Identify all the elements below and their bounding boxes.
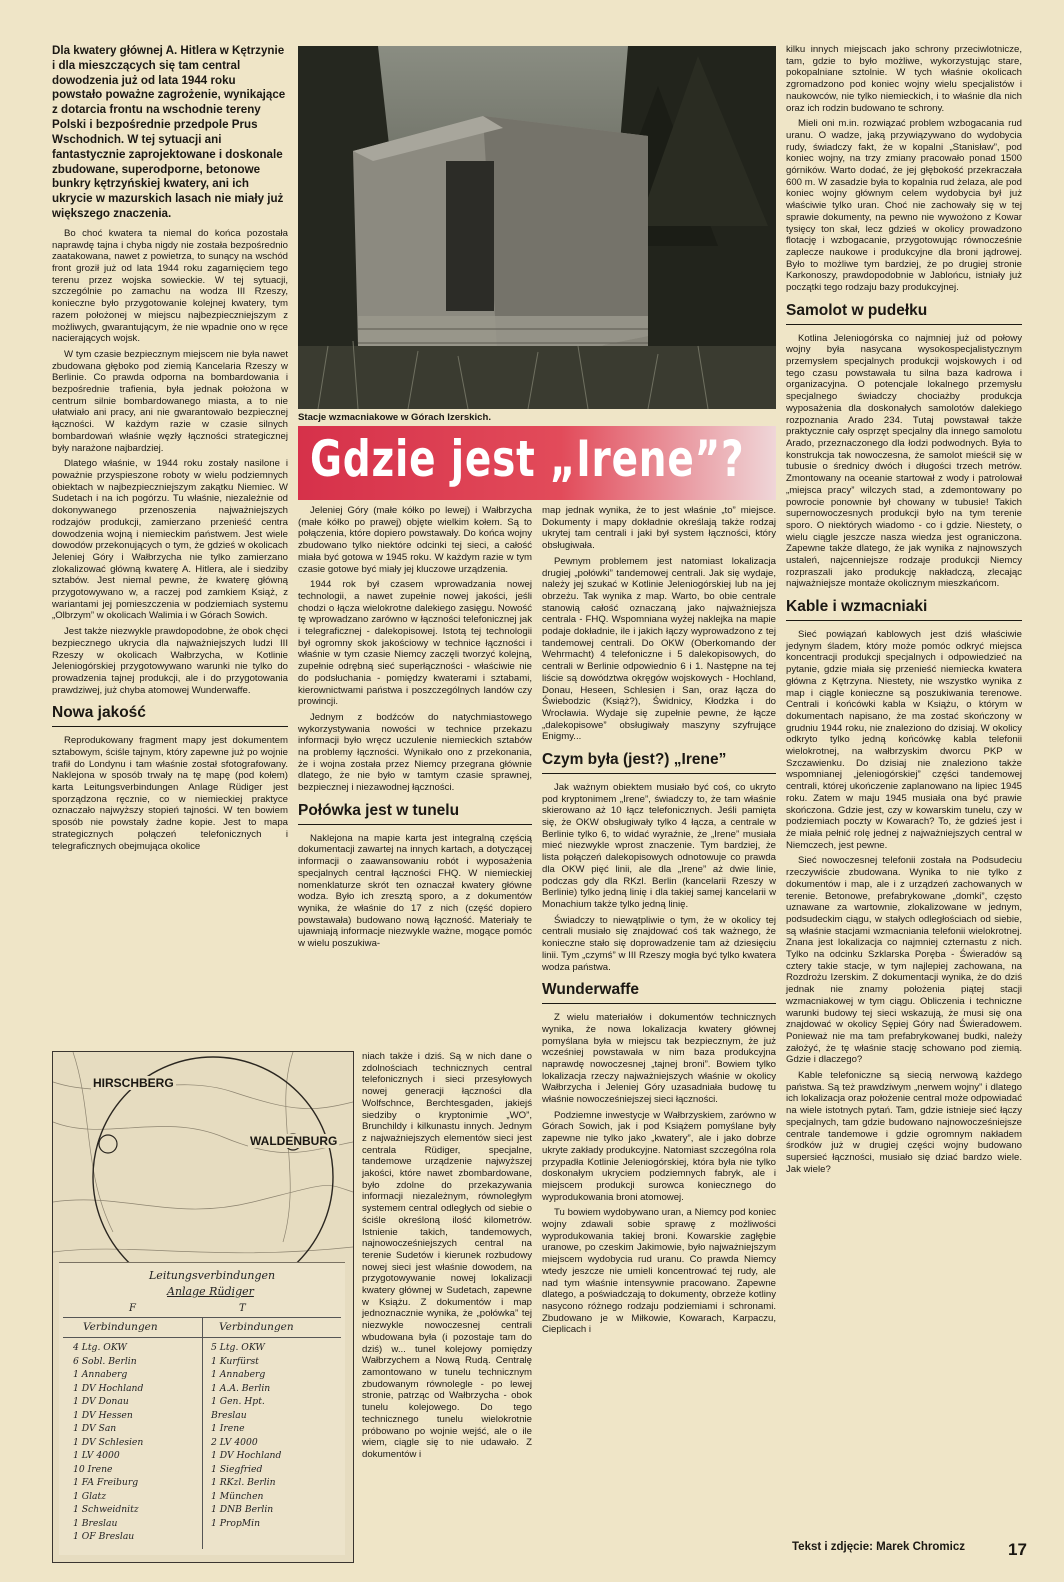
card-row: Breslau	[211, 1409, 247, 1421]
card-row: 1 FA Freiburg	[73, 1477, 139, 1488]
paragraph: map jednak wynika, że to jest właśnie „to” miejsce. Dokumenty i mapy dokładnie określają także rodzaj ukrytej tam centrali i jaki był system łączności, który obsługiwała.	[542, 505, 776, 552]
paragraph: Naklejona na mapie karta jest integralną częścią dokumentacji zawartej na innych kartach, a dotyczącej informacji o zaawansowaniu robót i wyposażenia specjalnych central łączności FHQ. W niemieckiej nomenklaturze skrót ten oznaczał kwatery główne wodza. Było ich zresztą sporo, a z dokumentów wynika, że właśnie do 17 z nich (część dopiero powstawała) budowano nową łączność. Materiały te ujawniają informacje niezwykle ważne, mogące pomóc w wielu poszukiwa-	[298, 832, 532, 950]
card-row: 1 DV Hessen	[73, 1409, 133, 1421]
map-figure	[52, 1051, 354, 1563]
card-subtitle: Anlage Rüdiger	[167, 1285, 254, 1298]
paragraph: Sieć powiązań kablowych jest dziś właściwie jedynym śladem, który może pomóc odkryć miejsca koncentracji produkcji specjalnych i odpowiedzieć na pytanie, gdzie miała się przenieść niemiecka kwatera główna z Kętrzyna. Niestety, nie wszystko wynika z map i ciągle konieczne są poszukiwania terenowe. Centrali i końcówki kabla w Książu, o którym w dokumentach napisano, że ma zostać skończony w grudniu 1944 roku, nie znaleziono do dzisiaj. W okolicy odkryto tylko jedną końcówkę kabla telefonii wielokrotnej, na wałbrzyskim dworcu PKP w Szczawienku. Do dzisiaj nie znaleziono także wspomnianej „jeleniogórskiej” części tandemowej centrali, której ukończenie zaplanowano na lipiec 1945 roku. Zatem w maju 1945 musiała ona być prawie skończona. Gdzie jest, czy w kowarskim tunelu, czy w podziemiach poczty w Kowarach? To, że gdzieś jest i że miała pełnić rolę jednej z najważniejszych central w Niemczech, jest pewne.	[786, 629, 1022, 851]
article-lead: Dla kwatery głównej A. Hitlera w Kętrzynie i dla mieszczących się tam central dowodzenia już od lata 1944 roku powstało poważne zagrożenie, wynikające z dotarcia frontu na wschodnie tereny Polski i bezpośrednie przedpole Prus Wschodnich. W tej sytuacji ani fantastycznie zaprojektowane i doskonale zbudowane, superodporne, betonowe bunkry kętrzyńskiej kwatery, ani ich ukrycie w mazurskich lasach nie miały już większego znaczenia.	[52, 44, 286, 221]
paragraph: niach także i dziś. Są w nich dane o zdolnościach technicznych central telefonicznych i sieci przesyłowych nowej generacji łączności dla Wolfschnce, Berchtesgaden, jakiejś siedziby o kryptonimie „WO”, Brunchildy i kilkunastu innych. Jednym z najważniejszych elementów sieci jest centrala Rüdiger, specjalne, tandemowe urządzenie najwyższej jakości, które nawet zbombardowane, było zdolne do przekazywania informacji niezależnym, równoległym systemem central odległych od siebie o ściśle określoną ilość kilometrów. Istnienie takich, tandemowych, najnowocześniejszych central na terenie Sudetów i kierunek rozbudowy nowej sieci jest właśnie dowodem, na przygotowywanie nowej lokalizacji kwatery głównej w Sudetach, zapewne w Książu. Z dokumentów i map jednoznacznie wynika, że „połówka” tej niezwykle nowoczesnej centrali wbudowana była (i pozostaje tam do dziś) w... tunel kolejowy pomiędzy Wałbrzychem a Nową Rudą. Centralę zamontowano w tunelu technicznym zbudowanym równolegle - po lewej stronie, patrząc od Wałbrzycha - obok tunelu kolejowego. Do tego technicznego tunelu wielokrotnie próbowano po wojnie wejść, ale o ile wiem, ciągle się to nie udawało. Z dokumentów i	[362, 1051, 532, 1460]
card-row: 1 Glatz	[73, 1490, 107, 1502]
paragraph: Tu bowiem wydobywano uran, a Niemcy pod koniec wojny zdawali sobie sprawę z możliwości wyprodukowania takiej broni. Kowarskie zagłębie uranowe, po czeskim Jakimowie, było najważniejszym miejscem wydobycia rud uranu. Co prawda Niemcy wtedy jeszcze nie umieli koncentrować tej rudy, ale nad tym właśnie intensywnie pracowano. Zapewne dlatego, a poświadczają to dokumenty, obrzeże kotliny nasycono różnego rodzaju podziemiami i schronami. Zbudowano je w Miłkowie, Kowarach, Karpaczu, Cieplicach i	[542, 1207, 776, 1336]
headline: Gdzie jest „Irene”?	[310, 430, 745, 488]
card-row: 5 Ltg. OKW	[211, 1342, 265, 1353]
column-1	[52, 44, 288, 856]
photo-caption: Stacje wzmacniakowe w Górach Izerskich.	[298, 412, 492, 423]
section-heading: Kable i wzmacniaki	[786, 598, 1022, 621]
card-row: 1 LV 4000	[73, 1450, 120, 1461]
card-left-list	[73, 1341, 198, 1544]
section-heading: Nowa jakość	[52, 704, 288, 727]
card-row: 1 Kurfürst	[211, 1355, 259, 1367]
map-card	[59, 1262, 345, 1555]
card-left-head: Verbindungen	[83, 1321, 158, 1333]
card-row: 1 Gen. Hpt.	[211, 1396, 265, 1407]
paragraph: Reprodukowany fragment mapy jest dokumentem sztabowym, ściśle tajnym, który zapewne już po wojnie trafił do Londynu i tam właśnie został sfotografowany. Naklejona w sposób trwały na tę mapę (pod kołem) karta Leitungsverbindungen Anlage Rüdiger jest sporządzona ręcznie, co w niemieckiej praktyce oznaczało najwyższy stopień tajności. W ten bowiem sposób nie powstały żadne kopie. Jest to mapa strategicznych połączeń telefonicznych i telegraficznych obejmująca okolice	[52, 735, 288, 852]
paragraph: Dlatego właśnie, w 1944 roku zostały nasilone i poważnie przyspieszone roboty w wielu podziemnych obiektach w najbezpieczniejszym zakątku Niemiec. W Sudetach i na ich pogórzu. Tu właśnie, niezależnie od dokonywanego przenoszenia najważniejszych rodzajów produkcji, zamierzano przenieść centra dowodzenia wojną i niemieckim państwem. Jest wiele dowodów przekonujących o tym, że gdzieś w okolicach Jeleniej Góry i Wałbrzycha nie tylko zamierzano zlokalizować główną kwaterę A. Hitlera, ale i siedziby sztabów. Jest niemal pewne, że kwaterę główną przygotowywano w, a raczej pod zamkiem Książ, z wariantami jej pomieszczenia w podziemiach systemu „Olbrzym” w okolicach Walimia i w Górach Sowich.	[52, 458, 288, 622]
card-col-f: F	[129, 1303, 136, 1314]
card-col-t: T	[239, 1303, 246, 1314]
author-credit: Tekst i zdjęcie: Marek Chromicz	[792, 1541, 965, 1553]
column-2	[298, 505, 532, 954]
section-heading: Połówka jest w tunelu	[298, 802, 532, 825]
card-row: 1 Annaberg	[73, 1369, 128, 1380]
paragraph: Sieć nowoczesnej telefonii została na Podsudeciu rzeczywiście zbudowana. Wynika to nie tylko z dokumentów i map, ale i z urządzeń zachowanych w terenie. Betonowe, prefabrykowane „domki”, często uznawane za wartownie, zlokalizowane w jednym, podsudeckim ciągu, w stałych odległościach od siebie, są właśnie stacjami wzmacniania telefonii wielokrotnej. Znana jest lokalizacja co najmniej czternastu z nich. Tylko na odcinku Szklarska Poręba - Świeradów są cztery takie stacje, w tym najlepiej zachowana, na Rozdrożu Izerskim. Z dokumentacji wynika, że do dziś jednak nie znamy położenia piątej stacji wzmacniakowej w tym ciągu. Obliczenia i techniczne warunki budowy tej sieci wskazują, że musi się ona znajdować w okolicy Sępiej Góry nad Świeradowem. Ponieważ nie ma tam prefabrykowanej budki, należy założyć, że tę właśnie stację schowano pod ziemią. Gdzie i dlaczego?	[786, 855, 1022, 1066]
column-4	[786, 44, 1022, 1179]
paragraph: W tym czasie bezpiecznym miejscem nie była nawet zbudowana głęboko pod ziemią Kancelaria Rzeszy w Berlinie. Co prawda odporna na bombardowania i bezpośrednie trafienia, była jednak położona w centrum silnie bombardowanego miasta, a to nie ułatwiało ani pracy, ani nie gwarantowało bezpiecznej łączności. W każdym razie w czasie silnych bombardowań właśnie węzły łączności strategicznej były narażone najbardziej.	[52, 348, 288, 454]
paragraph: Świadczy to niewątpliwie o tym, że w okolicy tej centrali musiało się znajdować coś tak ważnego, że konieczne stało się doprowadzenie tam aż dziesięciu linii. Tym „czymś” w III Rzeszy mogła być tylko kwatera wodza państwa.	[542, 914, 776, 973]
card-row: 1 OF Breslau	[73, 1531, 135, 1542]
section-heading: Samolot w pudełku	[786, 302, 1022, 325]
card-rule	[63, 1337, 341, 1338]
card-row: 1 DV Hochland	[73, 1382, 144, 1394]
column-2-lower	[362, 1051, 532, 1465]
card-title: Leitungsverbindungen	[149, 1269, 276, 1282]
card-row: 2 LV 4000	[211, 1436, 258, 1448]
card-row: 1 PropMin	[211, 1517, 261, 1529]
card-row: 1 RKzl. Berlin	[211, 1477, 276, 1488]
paragraph: Podziemne inwestycje w Wałbrzyskiem, zarówno w Górach Sowich, jak i pod Książem pomyślane były zapewne nie tylko jako „kwatery”, ale i jako dobrze ukryte zakłady produkcyjne. Natomiast szczególna rola przypadła Kotlinie Jeleniogórskiej, która była nie tylko doskonałym ukryciem podziemnych fabryk, ale i miejscem produkcji surowca koniecznego do wyprodukowania broni atomowej.	[542, 1109, 776, 1203]
paragraph: Bo choć kwatera ta niemal do końca pozostała naprawdę tajna i chyba nigdy nie została bezpośrednio zaatakowana, nawet z powietrza, to sunący na wschód front groził już od lata 1944 roku zagarnięciem tego terenu przez wojska sowieckie. W tej sytuacji, szczególnie po zamachu na wodza III Rzeszy, konieczne było przygotowanie kolejnej kwatery, tym razem położonej w miejscu najbezpieczniejszym z możliwych, gwarantującym, że nie wpadnie ono w ręce nacierających wojsk.	[52, 227, 288, 345]
card-row: 1 Breslau	[73, 1517, 118, 1529]
page-number: 17	[1008, 1540, 1027, 1559]
card-row: 6 Sobl. Berlin	[73, 1355, 137, 1367]
map-label-waldenburg: WALDENBURG	[250, 1134, 338, 1148]
section-heading: Czym była (jest?) „Irene”	[542, 751, 776, 774]
card-right-head: Verbindungen	[219, 1321, 294, 1333]
card-row: 1 Schweidnitz	[73, 1504, 139, 1515]
card-row: 1 Siegfried	[211, 1463, 263, 1475]
card-row: 1 DNB Berlin	[211, 1504, 274, 1515]
card-row: 1 DV Donau	[73, 1396, 129, 1407]
card-row: 1 Irene	[211, 1423, 245, 1434]
paragraph: Z wielu materiałów i dokumentów technicznych wynika, że nowa lokalizacja kwatery głównej pomyślana była w miejscu tak bezpiecznym, że już wcześniej powstawała w nim baza produkcyjna naprawdę nowoczesnej „tajnej broni”. Bowiem tylko lokalizacja rzeczy najważniejszych właśnie w okolicy Wałbrzycha i Jeleniej Góry uzasadniała budowę tu właśnie nowocześniejszej sieci łączności.	[542, 1012, 776, 1106]
card-divider	[202, 1317, 203, 1549]
map-label-hirschberg: HIRSCHBERG	[93, 1076, 174, 1090]
paragraph: Kable telefoniczne są siecią nerwową każdego państwa. Są też prawdziwym „nerwem wojny” i dlatego ich lokalizacja oraz położenie central może odpowiadać na wiele istotnych pytań. Tam, gdzie istnieje sieć łączy specjalnych, tam gdzie budowano najnowocześniejsze centrale tandemowe i gdzie ogromnym nakładem środków już w drugiej części wojny budowano supersieć łączności, musiało się dziać bardzo wiele. Jak wiele?	[786, 1070, 1022, 1175]
card-row: 1 München	[211, 1490, 264, 1502]
section-heading: Wunderwaffe	[542, 981, 776, 1004]
paragraph: Pewnym problemem jest natomiast lokalizacja drugiej „połówki” tandemowej centrali. Jak się wydaje, należy jej szukać w Kotlinie Jeleniogórskiej lub na jej obrzeżu. Tak wynika z map. Warto, bo obie centrale stanowią całość oznaczaną jako najważniejsza centrala - FHQ. Wspomniana wyżej naklejka na mapie podaje dokładnie, ile i jakich łączy wyprowadzono z tej tandemowej centrali. Do OKW (Oberkomando der Wehrmacht) 4 telefoniczne i 5 dalekopisowych, do centrali w Berlinie odpowiednio 6 i 1. Następne na tej liście są dowództwa okręgów wojskowych - Hochland, Donau, Heseen, Schlesien i San, oraz łącza do Świebodzic (Książ?), Świdnicy, Kłodzka i do Wrocławia. Wydaje się zupełnie pewne, że łącze „dalekopisowe” obsługiwały maszyny szyfrujące Enigmy...	[542, 555, 776, 743]
photo-illustration	[298, 46, 776, 409]
paragraph: Mieli oni m.in. rozwiązać problem wzbogacania rud uranu. O wadze, jaką przywiązywano do wydobycia rudy, świadczy fakt, że w kopalni „Stanisław”, pod koniec wojny, na trzy zmiany pracowało ponad 1500 górników. Warto dodać, że jej głębokość przekraczała 600 m. W zasadzie była to kopalnia rud żelaza, ale pod koniec wojny głównym celem wydobycia był już właściwie tylko uran. Choć nie zachowały się w tej sprawie dokumenty, na pewno nie wywożono z Kowar tysięcy ton skał, lecz gdzieś w okolicy prowadzono flotację i wzbogacanie, przygotowując równocześnie zaplecze naukowe i produkcyjne dla broni jądrowej. Było to możliwe tym bardziej, że po drugiej stronie Karkonoszy, prawdopodobnie w Jablońcu, istniały już początki tego rodzaju bazy produkcyjnej.	[786, 118, 1022, 294]
card-row: 1 Annaberg	[211, 1369, 266, 1380]
paragraph: Jest także niezwykle prawdopodobne, że obok chęci bezpiecznego ukrycia dla najważniejszych ludzi III Rzeszy w okolicach Wałbrzycha, w Kotlinie Jeleniogórskiej przygotowywano warunki nie tylko do prowadzenia tajnej produkcji, ale i do przygotowania prawdziwej, już chyba atomowej Wunderwaffe.	[52, 626, 288, 696]
photo-bunker	[298, 46, 776, 409]
card-row: 1 DV Hochland	[211, 1450, 282, 1461]
card-row: 1 A.A. Berlin	[211, 1382, 271, 1394]
card-row: 4 Ltg. OKW	[73, 1342, 127, 1353]
paragraph: Jednym z bodźców do natychmiastowego wykorzystywania nowości w technice przekazu informacji było wręcz uczulenie niemieckich sztabów na problemy łączności. Wynikało ono z przekonania, że i wojna została przez Niemcy przegrana głównie dlatego, że nie było w tamtym czasie sprawnej, bezpiecznej i niezawodnej łączności.	[298, 711, 532, 794]
paragraph: Kotlina Jeleniogórska co najmniej już od połowy wojny była nasycana wysokospecjalistycznym przemysłem specjalnych produkcji wojskowych i od tego czasu powstawała tu silna baza kadrowa i organizacyjna. O potencjale lokalnego przemysłu specjalnego świadczy chociażby produkcja wyposażenia dla doskonałych samolotów dalekiego rozpoznania Arado 234. Tutaj powstawał także praktycznie cały osprzęt specjalny dla innego samolotu Arado, przeznaczonego dla łodzi podwodnych. Była to konstrukcja tak nowoczesna, że samolot mieścił się w tubusie o średnicy dwóch i długości trzech metrów. Zmontowany na oceanie startował z wody i patrolował „miejsca pracy” wilczych stad, a zdemontowany po powrocie ponownie był chowany w tubusie! Takich supernowoczesnych produkcji było na tym terenie sporo. O niektórych wiadomo - co i gdzie. Niestety, o wielu ciągle jeszcze nasza wiedza jest ograniczona. Zapewne także dlatego, że jak wynika z najnowszych ustaleń, najcenniejsze rodzaje produkcji Niemcy rozpraszali jako produkcję nakładczą, zlecając najważniejsze montaże okolicznym mieszkańcom.	[786, 332, 1022, 590]
paragraph: 1944 rok był czasem wprowadzania nowej technologii, a nawet zupełnie nowej jakości, jeśli chodzi o łącza wielokrotne dalekiego zasięgu. Nowość tę wprowadzano zarówno w łączności telefonicznej jak i telegraficznej - dalekopisowej. Istotą tej technologii był ogromny skok jakościowy w technice łączności i właśnie w tym czasie Niemcy zaczęli tworzyć kolejną, zupełnie odrębną sieć superłączności - właściwie nie do podsłuchania - pomiędzy kwaterami i sztabami, kierownictwami państwa i poszczególnych landów czy prowincji.	[298, 579, 532, 708]
card-row: 10 Irene	[73, 1463, 113, 1475]
card-row: 1 DV Schlesien	[73, 1436, 144, 1448]
paragraph: Jak ważnym obiektem musiało być coś, co ukryto pod kryptonimem „Irene”, świadczy to, że tam właśnie skierowano aż 10 łącz telefonicznych. Jeśli pamięta się, że OKW obsługiwały tylko 4 łącza, a centrale w Berlinie tylko 6, to widać wyraźnie, że „Irene” musiała mieć niezwykle wprost znaczenie. Tym bardziej, że lista połączeń dalekopisowych odnotowuje co prawda dla OKW pięć linii, ale dla „Irene” aż dwie linie, podczas gdy dla RKzl. Berlin (kancelarii Rzeszy w Berlinie) tylko jedną linię i dla takiej samej kancelarii w Monachium także tylko jedną linię.	[542, 781, 776, 910]
card-row: 1 DV San	[73, 1423, 117, 1434]
paragraph: kilku innych miejscach jako schrony przeciwlotnicze, tam, gdzie to było możliwe, wykorzystując stare, pokopalniane sztolnie. W tych właśnie okolicach zgromadzono pod koniec wojny wielu specjalistów i naukowców, nie tylko niemieckich, i to właśnie dla nich oraz ich rodzin budowano te schrony.	[786, 44, 1022, 114]
paragraph: Jeleniej Góry (małe kółko po lewej) i Wałbrzycha (małe kółko po prawej) objęte wielkim kołem. Są to połączenia, które dopiero powstawały. Do końca wojny zbudowano tylko niektóre odcinki tej sieci, a całość miała być gotowa w 1945 roku. W każdym razie w tym czasie gotowe być miały jej kluczowe urządzenia.	[298, 505, 532, 575]
column-3	[542, 505, 776, 1340]
card-right-list	[211, 1341, 341, 1530]
